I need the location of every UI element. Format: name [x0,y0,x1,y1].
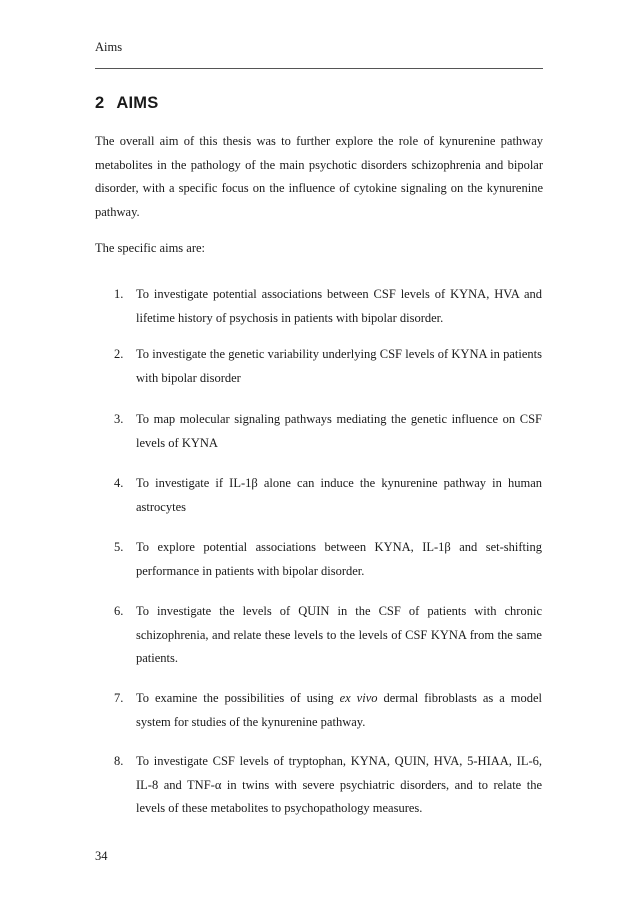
header-rule [95,68,543,69]
aim-number: 3. [114,412,124,426]
aim-text: To investigate the levels of QUIN in the CSF of patients with chronic schizophrenia, and relate these levels to the levels of CSF KYNA from the same patients. [136,604,542,666]
aim-text: To investigate CSF levels of tryptophan, KYNA, QUIN, HVA, 5-HIAA, IL-6, IL-8 and TNF-α in twins with severe psychiatric disorders, and to relate the levels of these metabolites to psychopathology measures. [136,754,542,816]
page-number: 34 [95,849,108,863]
aim-number: 4. [114,476,124,490]
aim-item-4 [114,472,542,519]
running-head: Aims [95,40,123,54]
overall-aim-paragraph: The overall aim of this thesis was to further explore the role of kynurenine pathway metabolites in the pathology of the main psychotic disorders schizophrenia and bipolar disorder, with a specific focus on the influence of cytokine signaling on the kynurenine pathway. [95,134,543,219]
aim-item-2 [114,343,542,390]
aim-number: 5. [114,540,124,554]
aim-number: 1. [114,287,124,301]
aim-text [136,687,542,734]
aim-text-end: dermal fibroblasts as a model system for studies of the kynurenine pathway. [136,691,543,729]
aim-text: To investigate the genetic variability underlying CSF levels of KYNA in patients with bipolar disorder [136,347,542,385]
aim-item-3 [114,408,542,455]
aim-item-7 [114,687,542,734]
aim-item-8 [114,750,542,821]
aim-text: To investigate if IL-1β alone can induce the kynurenine pathway in human astrocytes [136,476,542,514]
aim-number: 6. [114,604,124,618]
aim-item-5 [114,536,542,583]
chapter-title-text: AIMS [116,94,159,112]
aim-text: To explore potential associations between KYNA, IL-1β and set-shifting performance in patients with bipolar disorder. [136,540,542,578]
aim-number: 2. [114,347,124,361]
aim-number: 7. [114,691,124,705]
aim-item-6 [114,600,542,671]
aims-intro: The specific aims are: [95,241,206,255]
aim-text-start: To examine the possibilities of using [136,691,340,705]
aim-item-1 [114,283,542,330]
aim-text-italic: ex vivo [339,691,378,705]
aim-text: To map molecular signaling pathways mediating the genetic influence on CSF levels of KYNA [136,412,542,450]
aim-text: To investigate potential associations between CSF levels of KYNA, HVA and lifetime history of psychosis in patients with bipolar disorder. [136,287,542,325]
chapter-number: 2 [95,94,105,112]
chapter-title [95,94,158,113]
aim-number: 8. [114,754,124,768]
